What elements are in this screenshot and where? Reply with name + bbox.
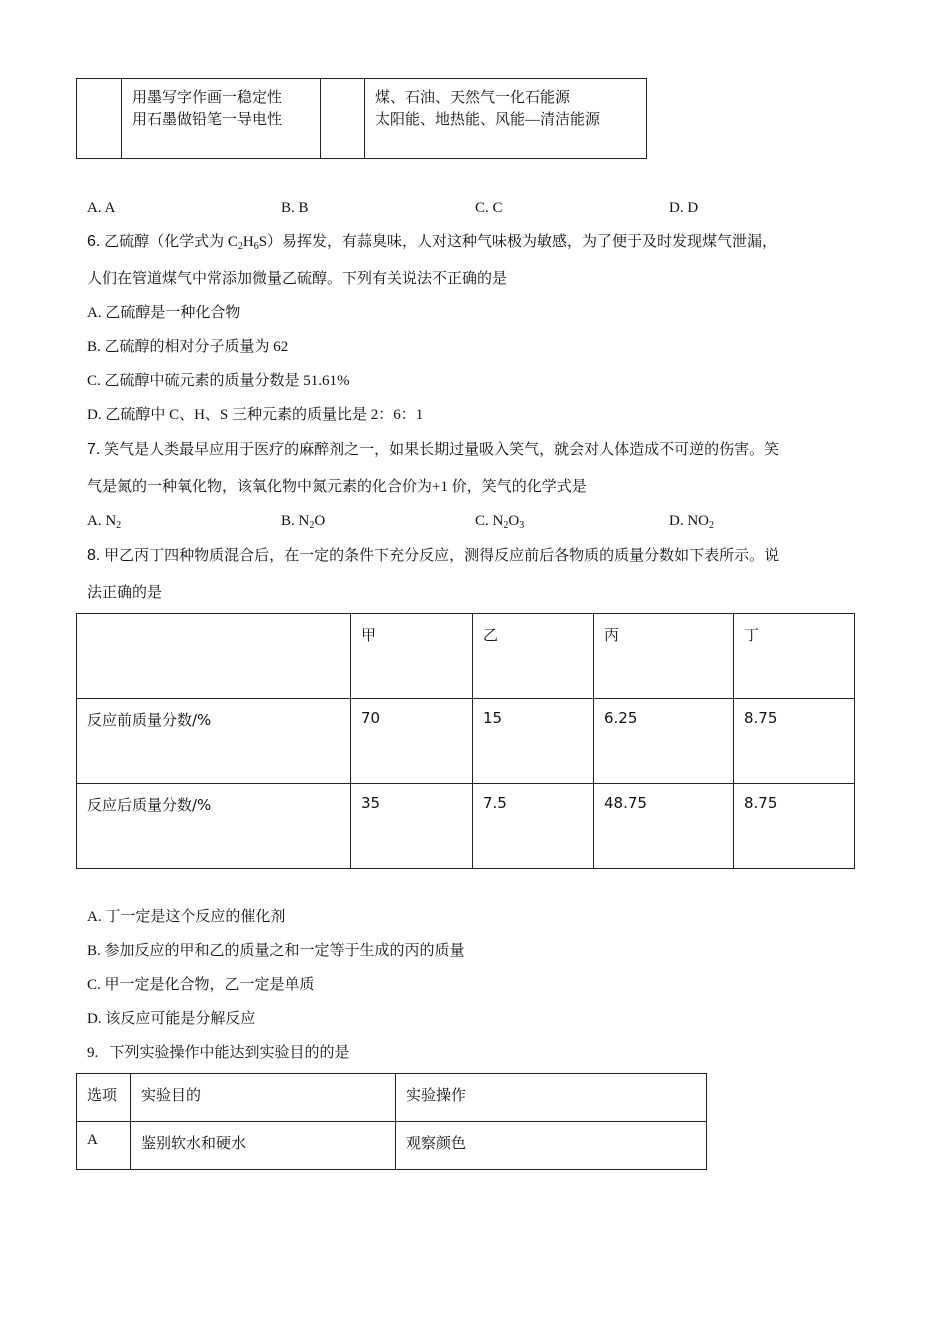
q8-stem-text-1: 甲乙丙丁四种物质混合后，在一定的条件下充分反应，测得反应前后各物质的质量分数如下表所示。说 — [104, 548, 780, 564]
q8-row1-jia: 70 — [351, 699, 473, 784]
q8-row1-label: 反应前质量分数/% — [77, 699, 351, 784]
q7-option-a[interactable] — [87, 511, 121, 531]
q9-row1-option: A — [77, 1122, 131, 1170]
q7-stem-text-1: 笑气是人类最早应用于医疗的麻醉剂之一，如果长期过量吸入笑气，就会对人体造成不可逆的伤害。笑 — [104, 442, 780, 458]
q8-row1-ding: 8.75 — [734, 699, 855, 784]
q7-opt-a-text: A. N — [87, 513, 117, 529]
q6-stem-h: H — [242, 234, 254, 250]
q7-stem-line-2: 气是氮的一种氧化物，该氧化物中氮元素的化合价为+1 价，笑气的化学式是 — [87, 479, 587, 495]
q5-table — [76, 78, 647, 159]
q9-header-option: 选项 — [77, 1074, 131, 1122]
q8-table — [76, 613, 855, 869]
q6-sub-6: 6 — [253, 241, 259, 252]
q8-stem-line-2: 法正确的是 — [87, 585, 163, 601]
q6-stem-a: 乙硫醇（化学式为 C — [104, 234, 238, 250]
q7-option-d[interactable] — [669, 511, 714, 531]
q8-stem-line-1 — [87, 546, 779, 566]
q5-option-c[interactable]: C. C — [475, 200, 503, 216]
table-row — [77, 699, 855, 784]
q8-option-d[interactable]: D. 该反应可能是分解反应 — [87, 1011, 256, 1027]
q8-header-bing: 丙 — [594, 614, 734, 699]
q8-row2-ding: 8.75 — [734, 784, 855, 869]
q6-number: 6. — [87, 233, 101, 250]
q6-sub-2: 2 — [237, 241, 243, 252]
q7-opt-b-text: B. N — [281, 513, 310, 529]
q7-opt-c-mid: O — [508, 513, 520, 529]
q8-row1-bing: 6.25 — [594, 699, 734, 784]
q5-table-right-cell — [365, 79, 647, 159]
q6-stem-line-2: 人们在管道煤气中常添加微量乙硫醇。下列有关说法不正确的是 — [87, 271, 508, 287]
q7-option-b[interactable] — [281, 511, 325, 531]
q8-header-blank — [77, 614, 351, 699]
q8-option-c[interactable]: C. 甲一定是化合物，乙一定是单质 — [87, 977, 315, 993]
q8-row2-yi: 7.5 — [473, 784, 594, 869]
q5-left-line-1: 用墨写字作画一稳定性 — [132, 90, 283, 106]
q5-option-b[interactable]: B. B — [281, 200, 309, 216]
q9-stem: 9. 下列实验操作中能达到实验目的的是 — [87, 1045, 350, 1061]
q6-option-a[interactable]: A. 乙硫醇是一种化合物 — [87, 305, 241, 321]
q7-option-c[interactable] — [475, 511, 524, 531]
q9-header-purpose: 实验目的 — [131, 1074, 396, 1122]
q7-opt-b-tail: O — [314, 513, 326, 529]
q7-number: 7. — [87, 441, 101, 458]
q5-table-mid-blank-cell — [321, 79, 365, 159]
q7-opt-c-text: C. N — [475, 513, 504, 529]
q8-option-b[interactable]: B. 参加反应的甲和乙的质量之和一定等于生成的丙的质量 — [87, 943, 465, 959]
q8-number: 8. — [87, 547, 101, 564]
q9-header-operation: 实验操作 — [396, 1074, 707, 1122]
q9-table — [76, 1073, 707, 1170]
q6-option-b[interactable]: B. 乙硫醇的相对分子质量为 62 — [87, 339, 289, 355]
q5-left-line-2: 用石墨做铅笔一导电性 — [132, 112, 283, 128]
q8-row2-bing: 48.75 — [594, 784, 734, 869]
q6-stem-b: S）易挥发，有蒜臭味，人对这种气味极为敏感，为了便于及时发现煤气泄漏， — [258, 234, 778, 250]
q6-stem-line-1 — [87, 232, 777, 252]
q5-right-line-2: 太阳能、地热能、风能—清洁能源 — [375, 112, 601, 128]
q7-options — [87, 511, 787, 531]
q7-opt-d-text: D. NO — [669, 513, 709, 529]
q8-row1-yi: 15 — [473, 699, 594, 784]
q6-option-c[interactable]: C. 乙硫醇中硫元素的质量分数是 51.61% — [87, 373, 350, 389]
table-row — [77, 784, 855, 869]
q7-opt-c-sub1: 2 — [503, 520, 509, 531]
q5-option-d[interactable]: D. D — [669, 200, 699, 216]
q8-header-jia: 甲 — [351, 614, 473, 699]
q6-option-d[interactable]: D. 乙硫醇中 C、H、S 三种元素的质量比是 2：6：1 — [87, 407, 424, 423]
q5-option-a[interactable]: A. A — [87, 200, 116, 216]
q8-row2-jia: 35 — [351, 784, 473, 869]
q5-table-blank-cell — [77, 79, 122, 159]
q8-header-ding: 丁 — [734, 614, 855, 699]
q7-opt-a-sub: 2 — [116, 520, 122, 531]
q8-row2-label: 反应后质量分数/% — [77, 784, 351, 869]
q7-opt-b-sub: 2 — [309, 520, 315, 531]
table-row — [77, 1122, 707, 1170]
q9-row1-operation: 观察颜色 — [396, 1122, 707, 1170]
q8-option-a[interactable]: A. 丁一定是这个反应的催化剂 — [87, 909, 286, 925]
q7-opt-c-sub2: 3 — [519, 520, 525, 531]
q5-options — [87, 198, 787, 218]
q5-right-line-1: 煤、石油、天然气一化石能源 — [375, 90, 571, 106]
q7-opt-d-sub: 2 — [709, 520, 714, 531]
q8-header-yi: 乙 — [473, 614, 594, 699]
q5-table-left-cell — [122, 79, 321, 159]
q7-stem-line-1 — [87, 440, 779, 460]
q9-row1-purpose: 鉴别软水和硬水 — [131, 1122, 396, 1170]
